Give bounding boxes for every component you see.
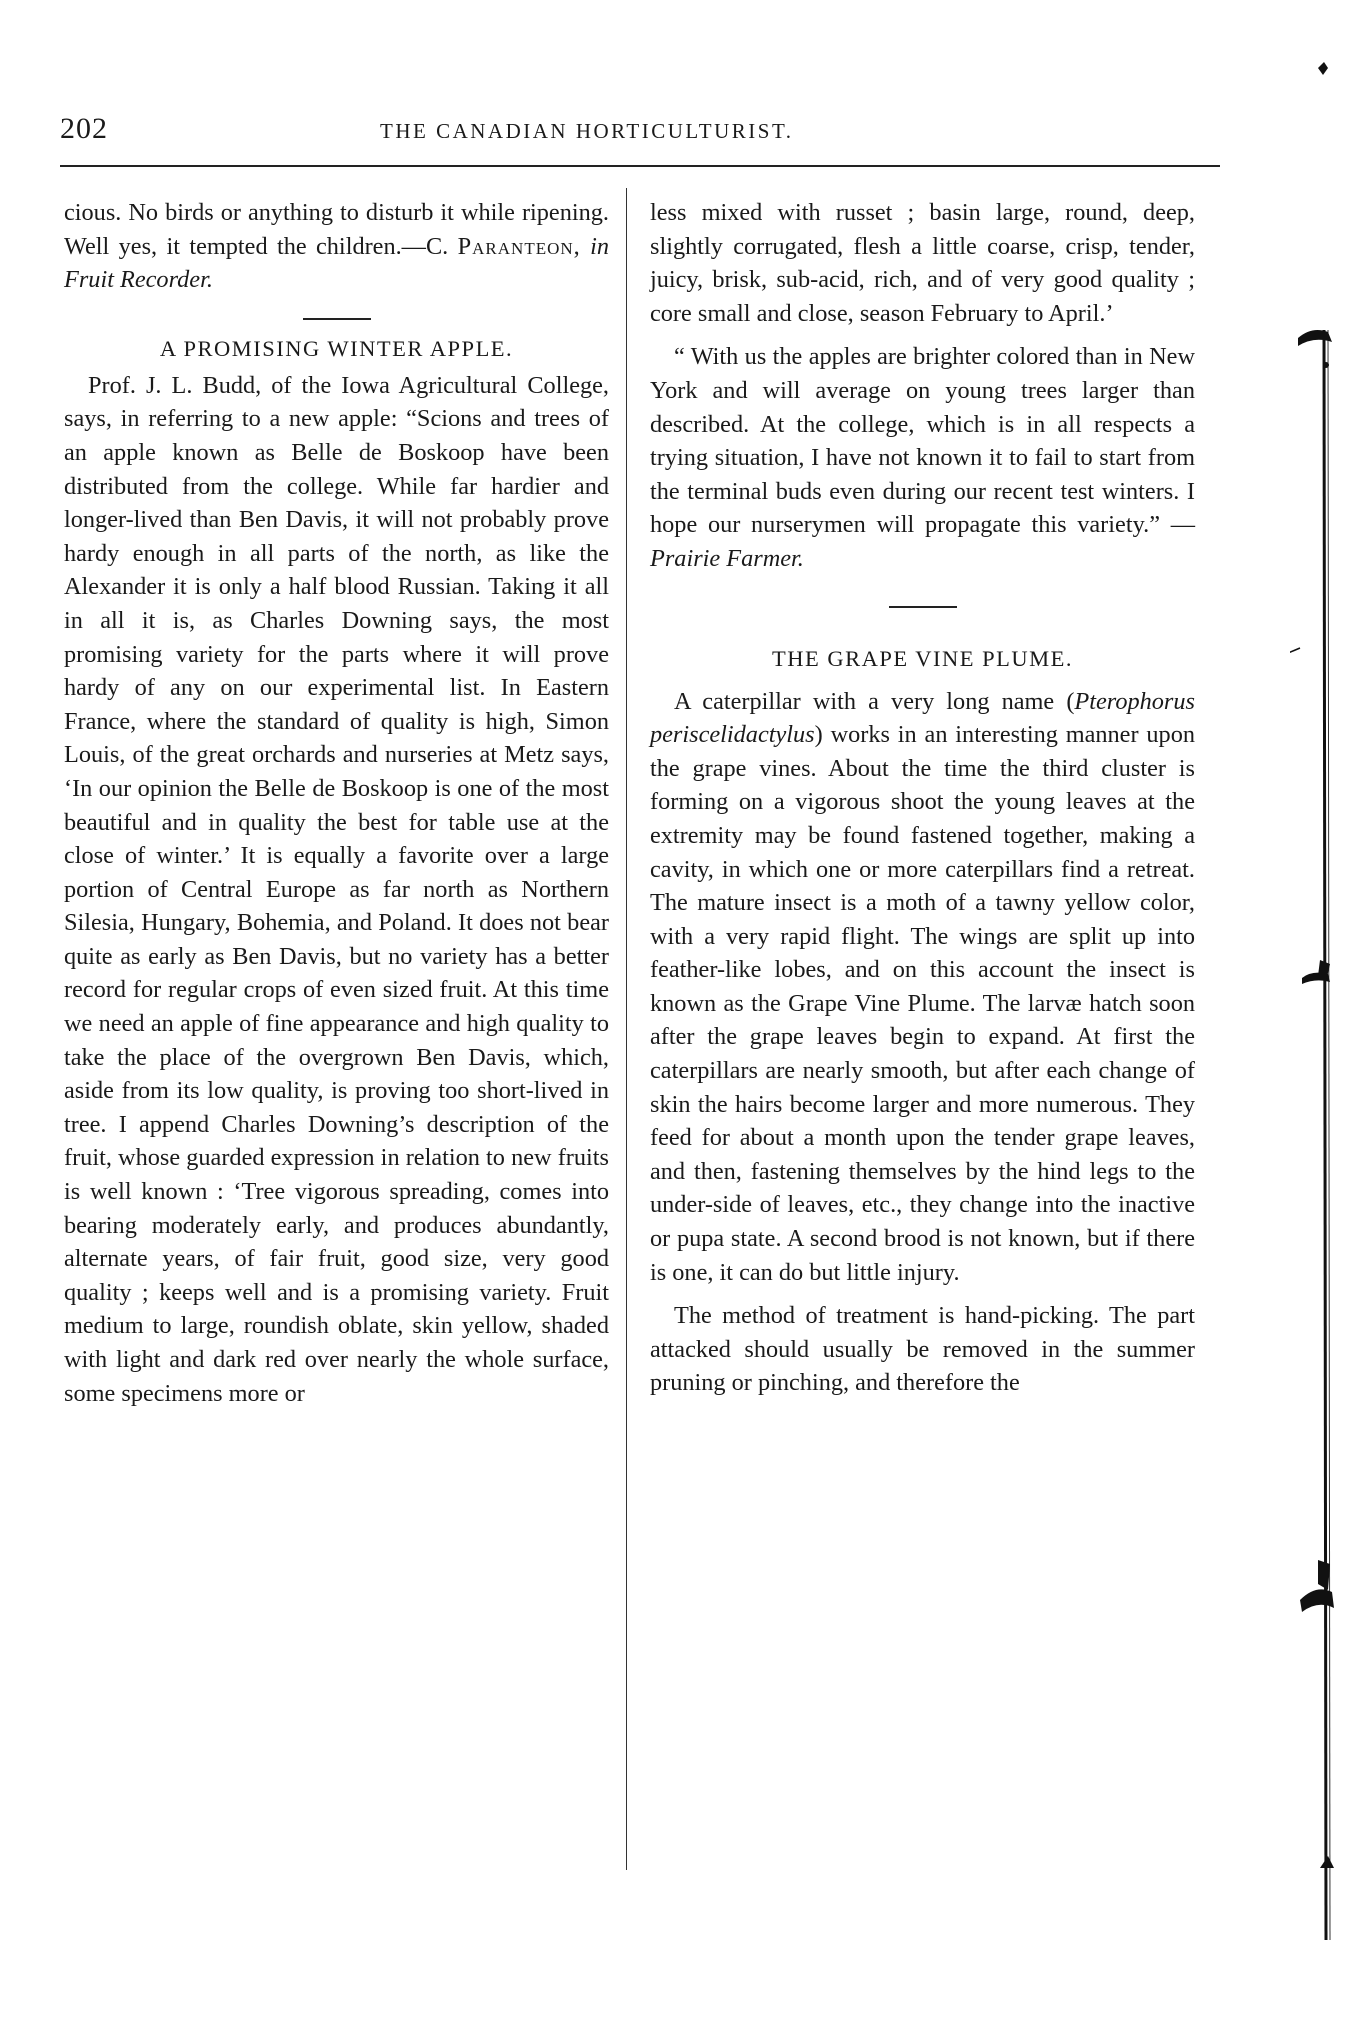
column-divider (626, 188, 627, 1870)
paragraph-text: cious. No birds or anything to disturb it while ripening. Well yes, it tempted the children.—C. (64, 199, 609, 260)
section-rule (889, 606, 957, 608)
paragraph-text: ) works in an interesting manner upon the grape vines. About the time the third cluster is forming on a vigorous shoot the young leaves at the extremity may be found fastened together, making a cavity, in which one or more caterpillars find a retreat. The mature insect is a moth of a tawny yellow color, with a very rapid flight. The wings are split up into feather-like lobes, and on this account the insect is known as the Grape Vine Plume. The larvæ hatch soon after the grape leaves begin to expand. At first the caterpillars are nearly smooth, but after each change of skin the hairs become larger and more numerous. They feed for about a month upon the tender grape leaves, and then, fastening themselves by the hind legs to the under-side of leaves, etc., they change into the inactive or pupa state. A second brood is not known, but if there is one, it can do but little injury. (650, 721, 1195, 1286)
header-rule (60, 165, 1220, 167)
page-number: 202 (60, 112, 108, 145)
paragraph-text: “ With us the apples are brighter colored than in New York and will average on young trees larger than described. At the college, which is in all respects a trying situation, I have not known it to fail to start from the terminal buds even during our recent test winters. I hope our nurserymen will propagate this variety.” — (650, 343, 1195, 539)
binding-edge-marks (1290, 60, 1350, 1960)
paragraph-text: A caterpillar with a very long name ( (674, 687, 1075, 715)
section-rule (303, 318, 371, 320)
author-name: Paranteon, (457, 232, 581, 260)
source-citation: in Fruit Recorder. (64, 232, 609, 294)
species-name: Pterophorus periscelidactylus (650, 687, 1195, 749)
article-paragraph (650, 685, 1195, 1290)
running-title: THE CANADIAN HORTICULTURIST. (380, 119, 794, 143)
article-paragraph: Prof. J. L. Budd, of the Iowa Agricultural College, says, in referring to a new apple: “Scions and trees of an apple known as Belle de Boskoop have been distributed from the college. While far hardier and longer-lived than Ben Davis, it will not probably prove hardy enough in all parts of the north, as like the Alexander it is only a half blood Russian. Taking it all in all it is, as Charles Downing says, the most promising variety for the parts where it will prove hardy of any on our experimental list. In Eastern France, where the standard of quality is high, Simon Louis, of the great orchards and nurseries at Metz says, ‘In our opinion the Belle de Boskoop is one of the most beautiful and in quality the best for table use at the close of winter.’ It is equally a favorite over a large portion of Central Europe as far north as Northern Silesia, Hungary, Bohemia, and Poland. It does not bear quite as early as Ben Davis, but no variety has a better record for regular crops of even sized fruit. At this time we need an apple of fine appearance and high quality to take the place of the overgrown Ben Davis, which, aside from its low quality, is proving too short-lived in tree. I append Charles Downing’s description of the fruit, whose guarded expression in relation to new fruits is well known : ‘Tree vigorous spreading, comes into bearing moderately early, and produces abundantly, alternate years, of fair fruit, good size, very good quality ; keeps well and is a promising variety. Fruit medium to large, roundish oblate, skin yellow, shaded with light and dark red over nearly the whole surface, some specimens more or (64, 371, 609, 1407)
article-heading: THE GRAPE VINE PLUME. (771, 645, 1074, 671)
quote-paragraph (650, 340, 1195, 575)
article-heading: A PROMISING WINTER APPLE. (159, 335, 514, 361)
right-column (650, 196, 1195, 1400)
paragraph-continued (64, 196, 609, 297)
left-column (64, 196, 609, 1410)
paragraph-continued: less mixed with russet ; basin large, round, deep, slightly corrugated, flesh a little coarse, crisp, tender, juicy, brisk, sub-acid, rich, and of very good quality ; core small and close, season February to April.’ (650, 199, 1195, 327)
source-citation: Prairie Farmer. (650, 544, 804, 572)
article-paragraph: The method of treatment is hand-picking. The part attacked should usually be removed in the summer pruning or pinching, and therefore the (650, 1302, 1195, 1397)
